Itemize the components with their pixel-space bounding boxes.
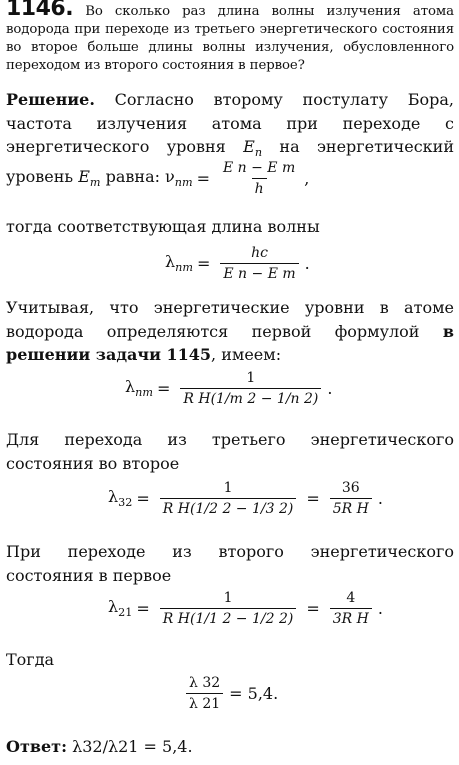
solution-text-5: При переходе из второго энергетического состояния в первое <box>6 542 454 585</box>
solution-text-1-mid: на энергетический уровень <box>6 137 455 186</box>
solution-text-2: тогда соответствующая длина волны <box>6 217 320 236</box>
symbol-en: E <box>243 137 255 156</box>
eq4-result <box>330 480 372 517</box>
answer-line <box>6 737 193 756</box>
eq2-numerator: hc <box>251 245 268 261</box>
equation-lambda-32: $\lambda_{32}$ = $\frac{1}{\text{R H(1/2 2 − 1/3 2)}}$ = $\frac{36}{\text{5R H}}$ . <box>108 480 383 517</box>
eq3-fraction <box>180 370 321 407</box>
eq4-lhs: $\lambda_{32}$ <box>108 487 133 510</box>
eq4-result-numerator: 36 <box>341 480 360 496</box>
equation-lambda-21: $\lambda_{21}$ = $\frac{1}{\text{R H(1/1 2 − 1/2 2)}}$ = $\frac{4}{\text{3R H}}$ . <box>108 590 383 627</box>
eq5-tail: . <box>377 599 383 618</box>
solution-text-3 <box>6 296 454 367</box>
solution-text-4: Для перехода из третьего энергетического состояния во второе <box>6 430 454 473</box>
symbol-en-sub: n <box>254 146 263 160</box>
equation-wavelength: $\lambda_{nm}$ = $\frac{hc}{\text{E n − E m}}$ . <box>165 245 310 282</box>
problem-statement <box>6 0 454 75</box>
eq1-fraction <box>220 160 298 197</box>
solution-text-3c: , имеем: <box>211 345 282 364</box>
answer-label: Ответ: <box>6 737 67 756</box>
solution-text-3a: Учитывая, что энергетические уровни в атоме водорода определяются первой формулой <box>6 298 454 341</box>
eq2-denominator: E n − E m <box>220 263 298 282</box>
eq1-denominator: h <box>252 178 267 197</box>
eq5-result-numerator: 4 <box>346 590 356 606</box>
eq4-fraction <box>160 480 297 517</box>
eq6-denominator: λ 21 <box>186 693 223 712</box>
eq5-fraction <box>160 590 297 627</box>
symbol-em-sub: m <box>89 175 101 189</box>
eq5-result-denominator: 3R H <box>330 608 372 627</box>
eq3-denominator: R H(1/m 2 − 1/n 2) <box>180 388 321 407</box>
eq2-fraction <box>220 245 298 282</box>
eq4-numerator: 1 <box>223 480 233 496</box>
eq6-numerator: λ 32 <box>189 675 221 691</box>
equation-ratio <box>180 675 278 712</box>
eq4-tail: . <box>377 489 383 508</box>
equation-frequency: $\nu_{nm}$ = $\frac{\text{E n − E m}}{h}$ , <box>165 160 310 197</box>
eq5-denominator: R H(1/1 2 − 1/2 2) <box>160 608 297 627</box>
eq5-result <box>330 590 372 627</box>
eq4-result-denominator: 5R H <box>330 498 372 517</box>
solution-text-6: Тогда <box>6 650 55 669</box>
solution-text-1: Согласно второму постулату Бора, частота излучения атома при переходе с энергетического уровня <box>6 90 454 156</box>
eq1-tail: , <box>304 169 310 188</box>
equation-hydrogen: $\lambda_{nm}$ = $\frac{1}{\text{R H(1/m 2 − 1/n 2)}}$ . <box>125 370 333 407</box>
eq6-fraction <box>186 675 223 712</box>
eq2-tail: . <box>304 254 310 273</box>
eq5-lhs: $\lambda_{21}$ <box>108 597 133 620</box>
eq1-lhs: $\nu_{nm}$ <box>165 167 193 190</box>
eq5-numerator: 1 <box>223 590 233 606</box>
eq3-numerator: 1 <box>246 370 256 386</box>
answer-value: λ32/λ21 = 5,4. <box>72 737 193 756</box>
solution-text-3b: в решении задачи 1145 <box>6 321 454 364</box>
eq4-denominator: R H(1/2 2 − 1/3 2) <box>160 498 297 517</box>
eq3-lhs: $\lambda_{nm}$ <box>125 377 153 400</box>
eq2-lhs: $\lambda_{nm}$ <box>165 252 193 275</box>
eq6-rhs: = 5,4. <box>229 684 279 703</box>
eq3-tail: . <box>327 379 333 398</box>
solution-text-1-end: равна: <box>105 166 161 186</box>
symbol-em: E <box>78 166 90 186</box>
solution-label: Решение. <box>6 90 95 109</box>
eq1-numerator: E n − E m <box>222 160 296 176</box>
problem-text: Во сколько раз длина волны излучения атома водорода при переходе из третьего энергетического состояния во второе больше длины волны излучения, обусловленного переходом из второго состояния в первое? <box>6 4 454 73</box>
problem-number: 1146. <box>6 0 74 21</box>
